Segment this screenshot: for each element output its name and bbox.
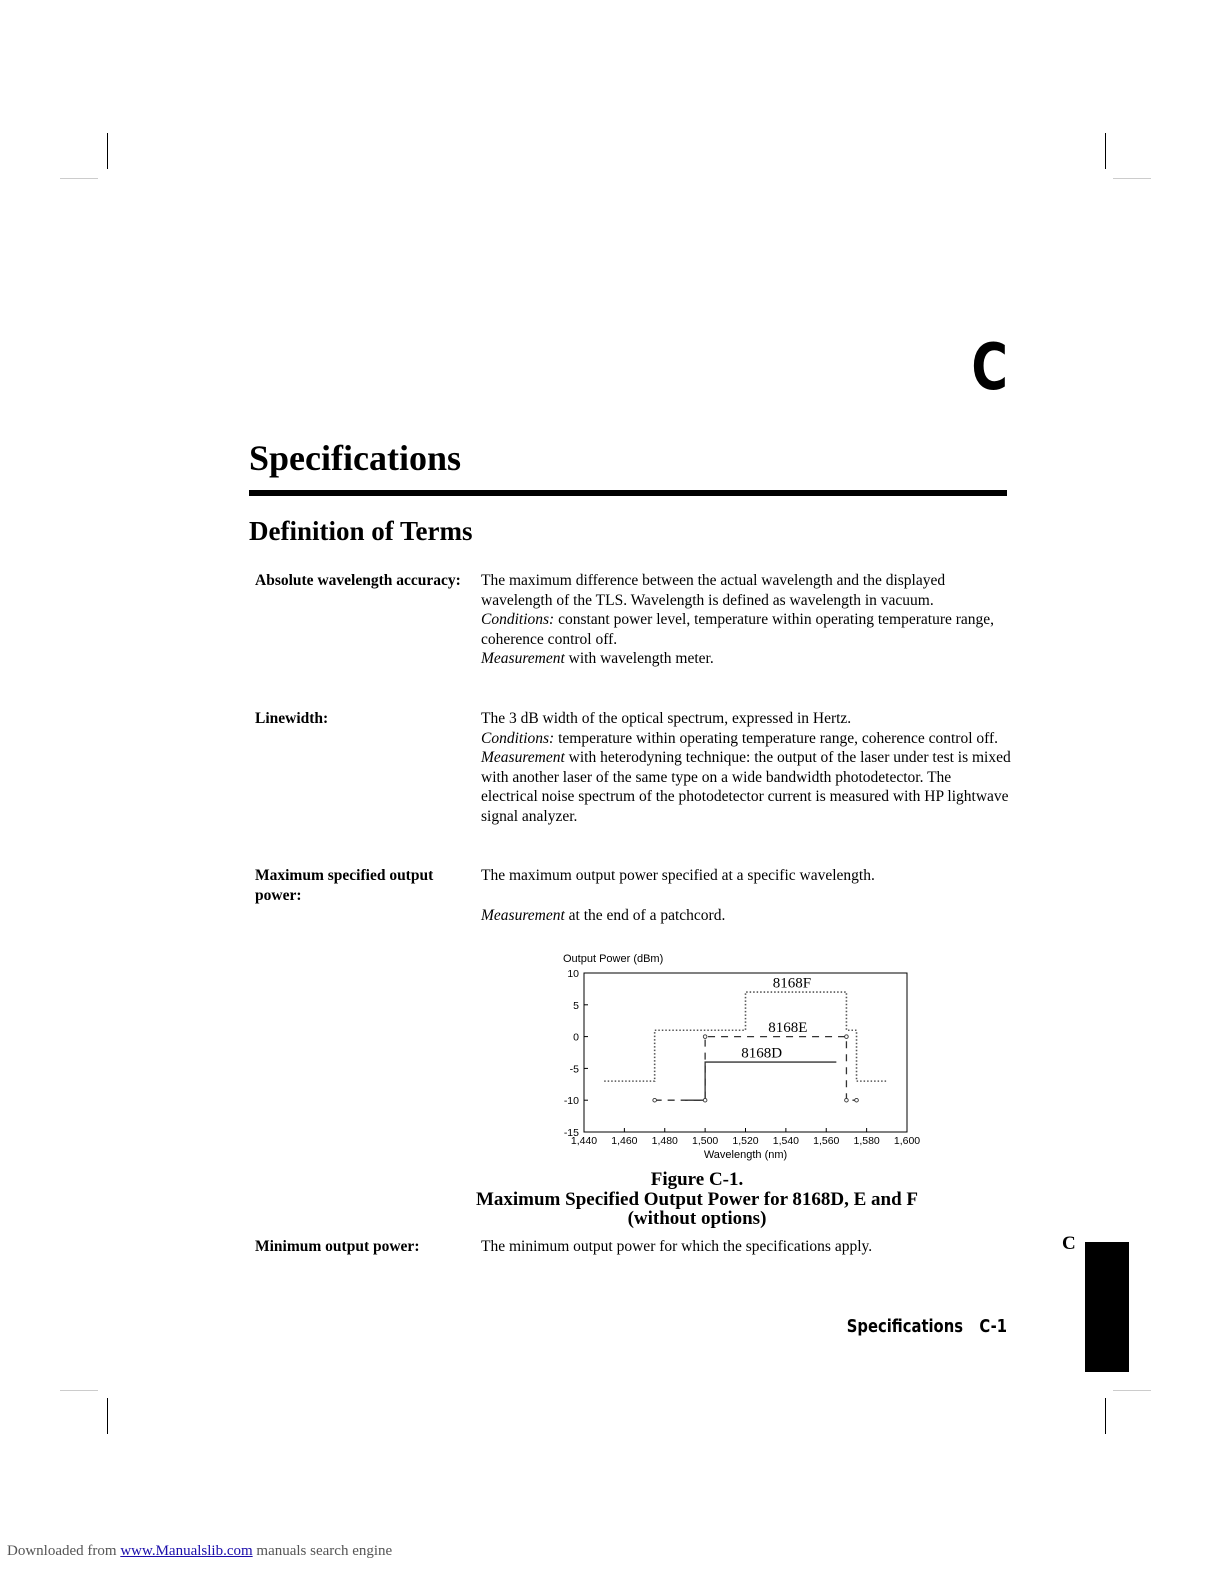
download-attribution <box>7 1542 392 1560</box>
definition-text: The 3 dB width of the optical spectrum, expressed in Hertz. <box>481 710 852 727</box>
y-tick-label: -10 <box>563 1095 579 1108</box>
crop-mark-top-right-h <box>1113 178 1151 179</box>
definition-measurement <box>481 906 1011 926</box>
conditions-label: Conditions: <box>481 611 555 629</box>
series-label-8168d: 8168D <box>741 1045 783 1062</box>
figure-caption-line-1: Maximum Specified Output Power for 8168D, E and F <box>475 1188 919 1210</box>
definition-maximum-specified-output-power <box>481 866 1011 925</box>
chapter-letter: C <box>971 331 1008 405</box>
footer-page-number: C-1 <box>979 1316 1007 1337</box>
series-marker-8168e <box>653 1098 657 1102</box>
x-tick-label: 1,460 <box>611 1135 638 1147</box>
definition-measurement <box>481 748 1011 826</box>
series-marker-8168e <box>845 1035 849 1039</box>
x-tick-label: 1,540 <box>772 1135 800 1147</box>
x-tick-label: 1,580 <box>853 1135 880 1147</box>
crop-mark-top-left-h <box>60 178 98 179</box>
conditions-text: constant power level, temperature within operating temperature range, coherence control off. <box>481 611 995 648</box>
definition-conditions <box>481 610 1011 649</box>
measurement-text: at the end of a patchcord. <box>564 906 726 924</box>
term-maximum-specified-output-power: Maximum specified output power: <box>255 867 434 904</box>
measurement-text: with wavelength meter. <box>564 650 714 668</box>
measurement-label: Measurement <box>481 650 565 668</box>
definition-text: The maximum output power specified at a specific wavelength. <box>481 867 875 884</box>
term-minimum-output-power: Minimum output power: <box>255 1238 420 1255</box>
series-line-8168d <box>685 1062 836 1100</box>
y-tick-label: 10 <box>567 968 579 980</box>
definition-absolute-wavelength-accuracy <box>481 571 1011 669</box>
series-label-8168e: 8168E <box>768 1020 808 1037</box>
crop-mark-top-right <box>1105 133 1106 169</box>
y-tick-label: -15 <box>563 1127 579 1139</box>
x-tick-label: 1,600 <box>893 1135 921 1147</box>
section-title: Definition of Terms <box>249 516 473 546</box>
manualslib-link[interactable]: www.Manualslib.com <box>120 1543 253 1559</box>
definition-text: The maximum difference between the actual wavelength and the displayed wavelength of the TLS. Wavelength is defined as wavelength in vacuum. <box>481 572 946 609</box>
page-title: Specifications <box>249 438 461 478</box>
download-prefix: Downloaded from <box>7 1543 121 1559</box>
conditions-text: temperature within operating temperature range, coherence control off. <box>554 729 999 747</box>
crop-mark-top-left <box>107 133 108 169</box>
definition-text: The minimum output power for which the specifications apply. <box>481 1238 873 1255</box>
x-axis-label: Wavelength (nm) <box>703 1149 788 1161</box>
x-tick-label: 1,560 <box>813 1135 840 1147</box>
title-rule <box>249 490 1007 496</box>
measurement-label: Measurement <box>481 749 565 767</box>
conditions-label: Conditions: <box>481 729 555 747</box>
x-tick-label: 1,500 <box>691 1135 719 1147</box>
series-marker-8168e <box>855 1098 859 1102</box>
term-linewidth: Linewidth: <box>255 710 329 727</box>
crop-mark-bottom-right <box>1105 1398 1106 1434</box>
x-tick-label: 1,520 <box>732 1135 759 1147</box>
footer-section-name: Specifications <box>846 1316 963 1337</box>
definition-conditions <box>481 729 1011 749</box>
output-power-chart <box>555 945 935 1170</box>
y-tick-label: 5 <box>573 999 579 1012</box>
y-axis-label: Output Power (dBm) <box>563 953 664 965</box>
figure-caption <box>400 1170 994 1229</box>
series-label-8168f: 8168F <box>772 975 812 992</box>
download-suffix: manuals search engine <box>252 1543 393 1559</box>
measurement-text: with heterodyning technique: the output of the laser under test is mixed with another laser of the same type on a wide bandwidth photodetector. The electrical noise spectrum of the photodetector current is measured with HP lightwave signal analyzer. <box>481 749 1011 825</box>
crop-mark-bottom-left-h <box>60 1390 98 1391</box>
series-layer <box>604 976 887 1102</box>
definition-linewidth <box>481 709 1011 827</box>
figure-number: Figure C-1. <box>650 1169 744 1190</box>
crop-mark-bottom-right-h <box>1113 1390 1151 1391</box>
figure-caption-line-2: (without options) <box>627 1208 767 1229</box>
y-tick-label: 0 <box>573 1031 579 1044</box>
series-marker-8168e <box>845 1098 849 1102</box>
definition-minimum-output-power <box>481 1237 1011 1257</box>
measurement-label: Measurement <box>481 906 565 924</box>
series-marker-8168e <box>703 1035 707 1039</box>
definition-measurement <box>481 649 1011 669</box>
y-tick-label: -5 <box>569 1063 579 1076</box>
x-tick-label: 1,440 <box>570 1135 598 1147</box>
thumb-tab-letter: C <box>1062 1233 1076 1254</box>
chart-svg <box>555 945 935 1170</box>
thumb-tab <box>1085 1242 1129 1372</box>
x-tick-label: 1,480 <box>651 1135 678 1147</box>
term-absolute-wavelength-accuracy: Absolute wavelength accuracy: <box>255 572 461 589</box>
crop-mark-bottom-left <box>107 1398 108 1434</box>
series-marker-8168d <box>703 1098 707 1102</box>
